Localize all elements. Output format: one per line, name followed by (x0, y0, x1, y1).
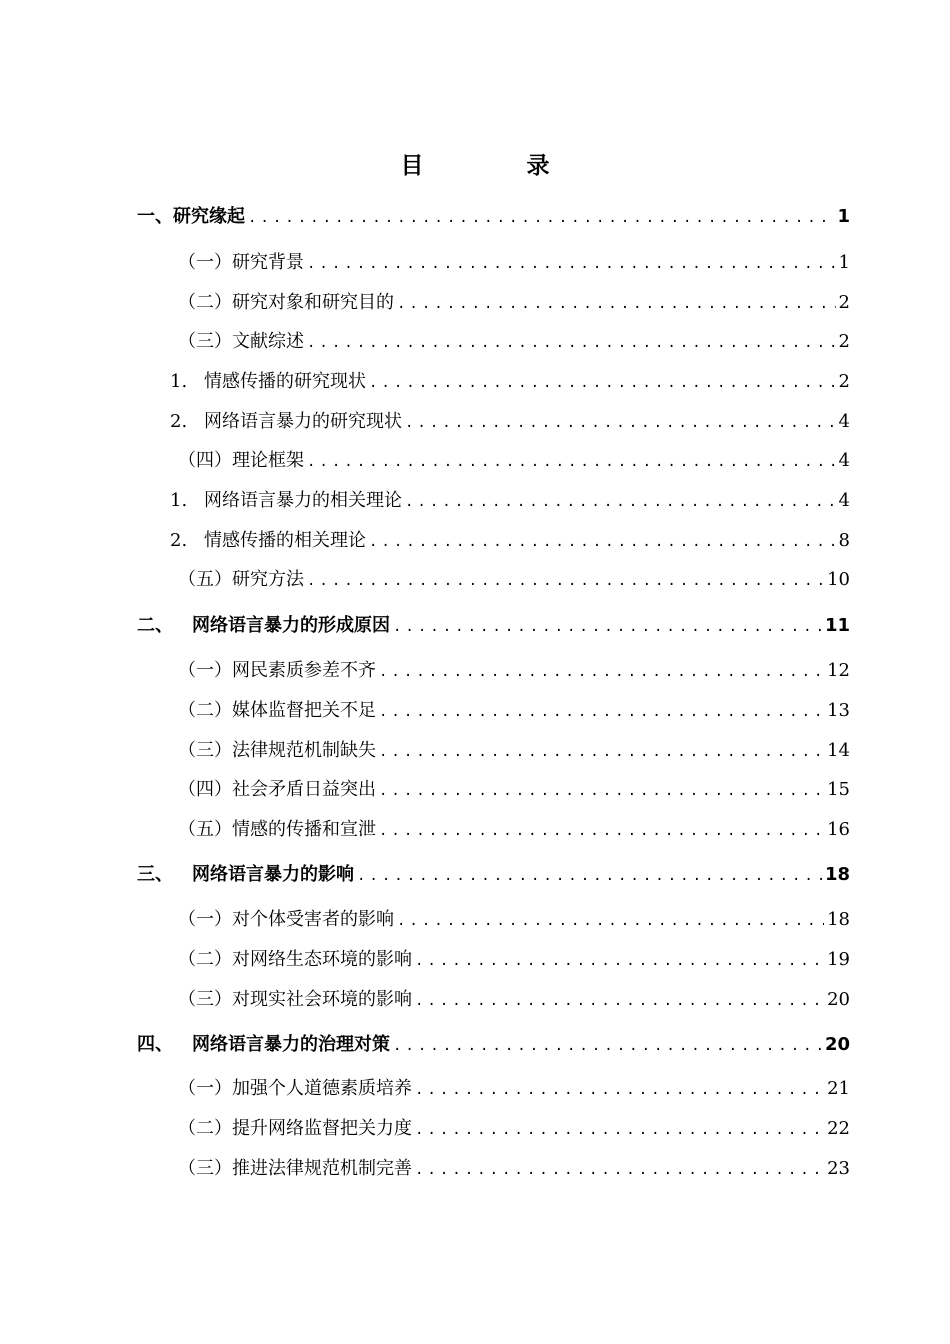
toc-entry-page: 2 (838, 292, 850, 313)
dot-leader (307, 249, 836, 278)
toc-entry-page: 20 (824, 1034, 850, 1055)
toc-entry-number: 1. (170, 371, 188, 392)
toc-entry-page: 18 (827, 909, 850, 930)
toc-entry[interactable] (170, 407, 850, 437)
dot-leader (405, 487, 836, 516)
toc-entry-page: 22 (827, 1118, 850, 1139)
toc-entry-page: 20 (827, 989, 850, 1010)
toc-entry-page: 21 (827, 1078, 850, 1099)
toc-entry[interactable] (170, 486, 850, 516)
toc-entry-label: 网络语言暴力的研究现状 (204, 411, 402, 432)
dot-leader (415, 986, 824, 1015)
toc-entry[interactable] (178, 446, 850, 476)
toc-entry-number: 2. (170, 411, 188, 432)
dot-leader (405, 408, 836, 437)
toc-entry-page: 19 (827, 949, 850, 970)
toc-entry[interactable] (178, 945, 850, 975)
dot-leader (307, 328, 836, 357)
toc-entry[interactable] (178, 1154, 850, 1184)
toc-entry-label: 情感传播的研究现状 (204, 371, 366, 392)
toc-entry-label: 情感传播的相关理论 (204, 530, 366, 551)
dot-leader (379, 657, 824, 686)
toc-entry-label: 网络语言暴力的治理对策 (192, 1034, 390, 1055)
toc-entry-page: 4 (838, 490, 850, 511)
toc-entry-label: （三）文献综述 (178, 331, 304, 352)
toc-entry-page: 16 (827, 819, 850, 840)
toc-entry-label: （四）社会矛盾日益突出 (178, 779, 376, 800)
toc-entry-label: （一）研究背景 (178, 252, 304, 273)
toc-entry-label: （二）对网络生态环境的影响 (178, 949, 412, 970)
toc-entry-label: （二）提升网络监督把关力度 (178, 1118, 412, 1139)
toc-entry[interactable] (170, 367, 850, 397)
toc-entry-page: 14 (827, 740, 850, 761)
toc-entry-page: 2 (838, 331, 850, 352)
toc-entry-page: 15 (827, 779, 850, 800)
dot-leader (307, 566, 824, 595)
toc-entry[interactable] (137, 611, 850, 641)
toc-entry-label: （三）对现实社会环境的影响 (178, 989, 412, 1010)
toc-entry[interactable] (170, 526, 850, 556)
toc-entry-label: 网络语言暴力的形成原因 (192, 615, 390, 636)
toc-entry-label: 网络语言暴力的相关理论 (204, 490, 402, 511)
toc-entry[interactable] (178, 696, 850, 726)
toc-entry-label: 网络语言暴力的影响 (192, 864, 354, 885)
toc-entry[interactable] (178, 565, 850, 595)
dot-leader (379, 816, 824, 845)
toc-entry[interactable] (178, 327, 850, 357)
toc-entry[interactable] (178, 736, 850, 766)
toc-entry[interactable] (178, 1074, 850, 1104)
dot-leader (415, 946, 824, 975)
toc-entry[interactable] (178, 656, 850, 686)
toc-entry-label: （一）加强个人道德素质培养 (178, 1078, 412, 1099)
toc-entry-page: 12 (827, 660, 850, 681)
dot-leader (415, 1075, 824, 1104)
toc-entry-label: （四）理论框架 (178, 450, 304, 471)
page-title: 目 录 (400, 153, 590, 179)
toc-entry[interactable] (178, 775, 850, 805)
dot-leader (397, 906, 824, 935)
toc-entry-number: 三、 (137, 864, 173, 885)
toc-entry-number: 2. (170, 530, 188, 551)
toc-entry-page: 18 (824, 864, 850, 885)
toc-entry-number: 一、 (137, 206, 173, 227)
toc-entry[interactable] (137, 860, 850, 890)
toc-entry-page: 4 (838, 411, 850, 432)
toc-entry[interactable] (178, 288, 850, 318)
toc-entry-label: （五）情感的传播和宣泄 (178, 819, 376, 840)
toc-entry-page: 11 (824, 615, 850, 636)
dot-leader (369, 368, 836, 397)
toc-entry-page: 8 (838, 530, 850, 551)
toc-entry-label: （一）对个体受害者的影响 (178, 909, 394, 930)
toc-entry-page: 2 (838, 371, 850, 392)
dot-leader (248, 203, 834, 232)
toc-entry[interactable] (178, 248, 850, 278)
toc-entry-label: （五）研究方法 (178, 569, 304, 590)
toc-entry-page: 10 (827, 569, 850, 590)
toc-entry-label: （三）法律规范机制缺失 (178, 740, 376, 761)
toc-entry-page: 13 (827, 700, 850, 721)
toc-entry[interactable] (137, 1030, 850, 1060)
dot-leader (415, 1155, 824, 1184)
toc-entry-number: 四、 (137, 1034, 173, 1055)
dot-leader (393, 612, 822, 641)
toc-entry-page: 4 (838, 450, 850, 471)
dot-leader (307, 447, 836, 476)
toc-entry[interactable] (178, 1114, 850, 1144)
toc-entry-page: 1 (838, 252, 850, 273)
toc-entry-label: 研究缘起 (173, 206, 245, 227)
toc-entry[interactable] (178, 905, 850, 935)
dot-leader (357, 861, 822, 890)
toc-entry[interactable] (137, 202, 850, 232)
toc-entry[interactable] (178, 985, 850, 1015)
dot-leader (379, 737, 824, 766)
toc-entry-page: 1 (837, 206, 850, 227)
toc-entry-label: （一）网民素质参差不齐 (178, 660, 376, 681)
toc-entry-label: （三）推进法律规范机制完善 (178, 1158, 412, 1179)
dot-leader (379, 776, 824, 805)
dot-leader (369, 527, 836, 556)
toc-entry-number: 1. (170, 490, 188, 511)
toc-entry[interactable] (178, 815, 850, 845)
toc-entry-label: （二）研究对象和研究目的 (178, 292, 394, 313)
dot-leader (397, 289, 836, 318)
dot-leader (415, 1115, 824, 1144)
toc-entry-page: 23 (827, 1158, 850, 1179)
dot-leader (379, 697, 824, 726)
toc-entry-number: 二、 (137, 615, 173, 636)
dot-leader (393, 1031, 822, 1060)
toc-entry-label: （二）媒体监督把关不足 (178, 700, 376, 721)
